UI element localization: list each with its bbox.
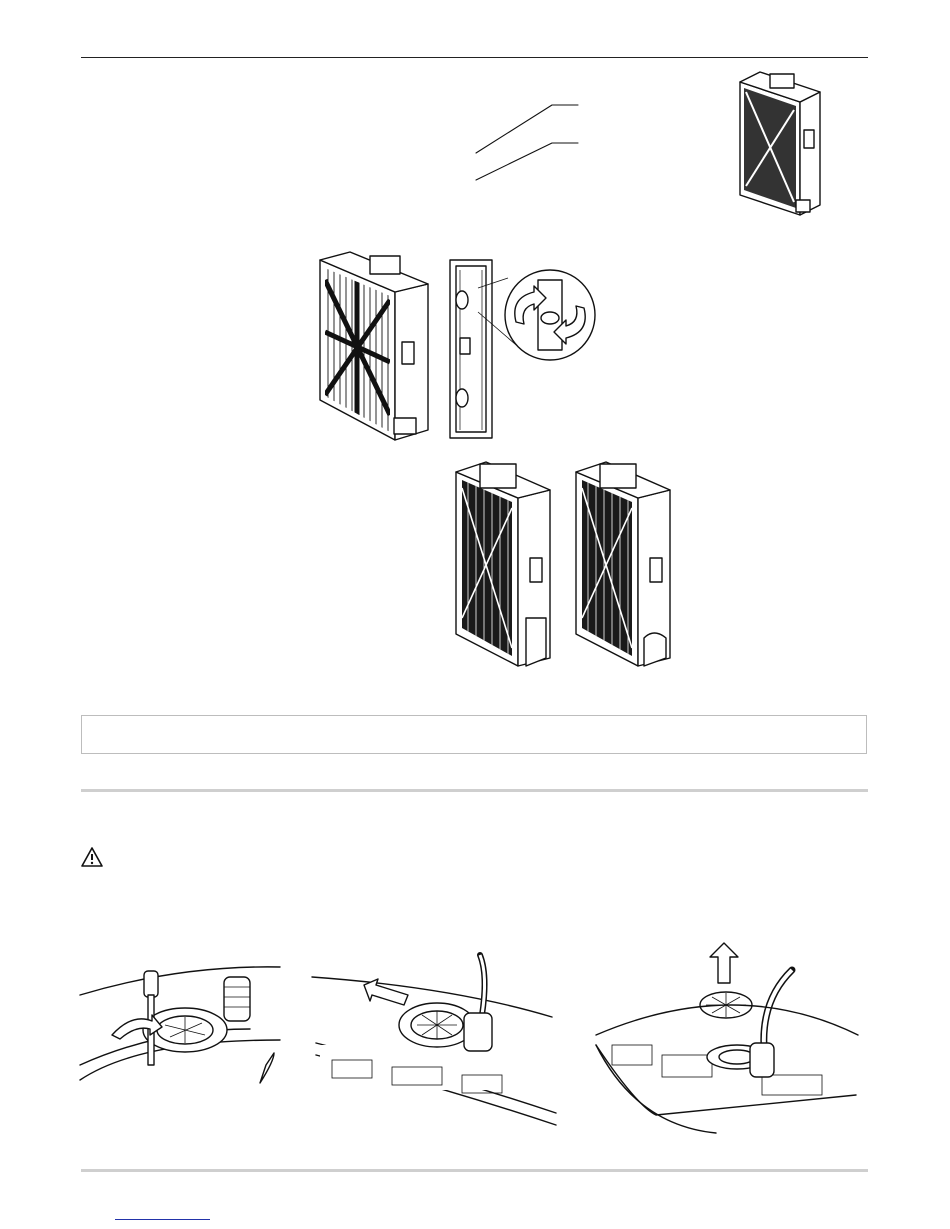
leader-lines xyxy=(470,100,590,185)
footer-link[interactable] xyxy=(115,1219,210,1220)
header-rule xyxy=(81,57,868,58)
lift-cover-step xyxy=(592,945,872,1135)
slide-cover-step xyxy=(312,965,562,1125)
warning-triangle-icon xyxy=(80,846,104,868)
filter-cartridge-assembled xyxy=(440,458,700,678)
screwdriver-step xyxy=(80,965,280,1105)
note-box xyxy=(81,715,867,754)
section-rule-bottom xyxy=(81,1169,868,1172)
filter-cartridge-small xyxy=(730,70,840,220)
section-rule-top xyxy=(81,789,868,792)
filter-cartridge-pair xyxy=(310,250,620,450)
